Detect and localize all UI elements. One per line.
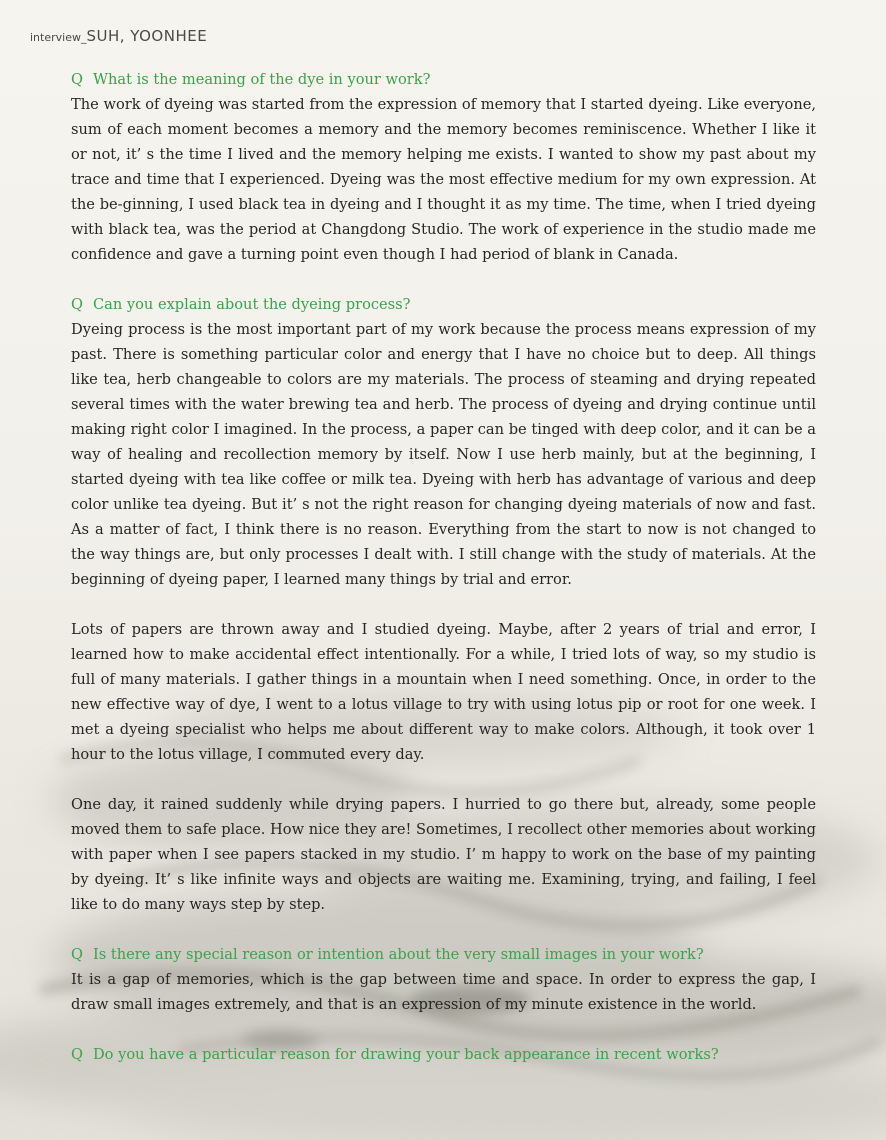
- question-heading: [71, 1042, 816, 1067]
- qa-section: [71, 67, 816, 267]
- answer-paragraph: One day, it rained suddenly while drying papers. I hurried to go there but, already, some people moved them to safe place. How nice they are! Sometimes, I recollect other memories about working with paper when I see papers stacked in my studio. I’ m happy to work on the base of my painting by dyeing. It’ s like infinite ways and objects are waiting me. Examining, trying, and failing, I feel like to do many ways step by step.: [71, 796, 816, 913]
- section-spacer: [71, 917, 816, 942]
- question-heading: [71, 942, 816, 967]
- interview-header: [30, 26, 207, 45]
- answer-paragraph: Lots of papers are thrown away and I studied dyeing. Maybe, after 2 years of trial and error, I learned how to make accidental effect intentionally. For a while, I tried lots of way, so my studio is full of many materials. I gather things in a mountain when I need something. Once, in order to the new effective way of dye, I went to a lotus village to try with using lotus pip or root for one week. I met a dyeing specialist who helps me about different way to make colors. Although, it took over 1 hour to the lotus village, I commuted every day.: [71, 621, 816, 763]
- question-text: What is the meaning of the dye in your work?: [92, 71, 431, 88]
- q-marker: Q: [71, 946, 83, 963]
- question-text: Is there any special reason or intention about the very small images in your work?: [92, 946, 704, 963]
- answer-paragraph: The work of dyeing was started from the expression of memory that I started dyeing. Like everyone, sum of each moment becomes a memory and the memory becomes reminiscence. Whether I like it or not, it’ s the time I lived and the memory helping me exists. I wanted to show my past about my trace and time that I experienced. Dyeing was the most effective medium for my own expression. At the be-ginning, I used black tea in dyeing and I thought it as my time. The time, when I tried dyeing with black tea, was the period at Changdong Studio. The work of experience in the studio made me confidence and gave a turning point even though I had period of blank in Canada.: [71, 96, 816, 263]
- q-marker: Q: [71, 296, 83, 313]
- paragraph-spacer: [71, 592, 816, 617]
- section-spacer: [71, 267, 816, 292]
- question-text: Do you have a particular reason for drawing your back appearance in recent works?: [92, 1046, 719, 1063]
- paragraph-spacer: [71, 767, 816, 792]
- question-text: Can you explain about the dyeing process?: [92, 296, 411, 313]
- section-spacer: [71, 1017, 816, 1042]
- answer-paragraph: Dyeing process is the most important part of my work because the process means expression of my past. There is something particular color and energy that I have no choice but to deep. All things like tea, herb changeable to colors are my materials. The process of steaming and drying repeated several times with the water brewing tea and herb. The process of dyeing and drying continue until making right color I imagined. In the process, a paper can be tinged with deep color, and it can be a way of healing and recollection memory by itself. Now I use herb mainly, but at the beginning, I started dyeing with tea like coffee or milk tea. Dyeing with herb has advantage of various and deep color unlike tea dyeing. But it’ s not the right reason for changing dyeing materials of now and fast. As a matter of fact, I think there is no reason. Everything from the start to now is not changed to the way things are, but only processes I dealt with. I still change with the study of materials. At the beginning of dyeing paper, I learned many things by trial and error.: [71, 321, 816, 588]
- q-marker: Q: [71, 1046, 83, 1063]
- question-heading: [71, 67, 816, 92]
- answer-paragraph: It is a gap of memories, which is the gap between time and space. In order to express the gap, I draw small images extremely, and that is an expression of my minute existence in the world.: [71, 971, 816, 1013]
- q-marker: Q: [71, 71, 83, 88]
- question-heading: [71, 292, 816, 317]
- header-prefix: interview_: [30, 31, 87, 44]
- qa-section: [71, 942, 816, 1017]
- qa-section: [71, 1042, 816, 1067]
- interviewee-name: SUH, YOONHEE: [86, 27, 208, 45]
- interview-content: [71, 67, 816, 1067]
- qa-section: [71, 292, 816, 917]
